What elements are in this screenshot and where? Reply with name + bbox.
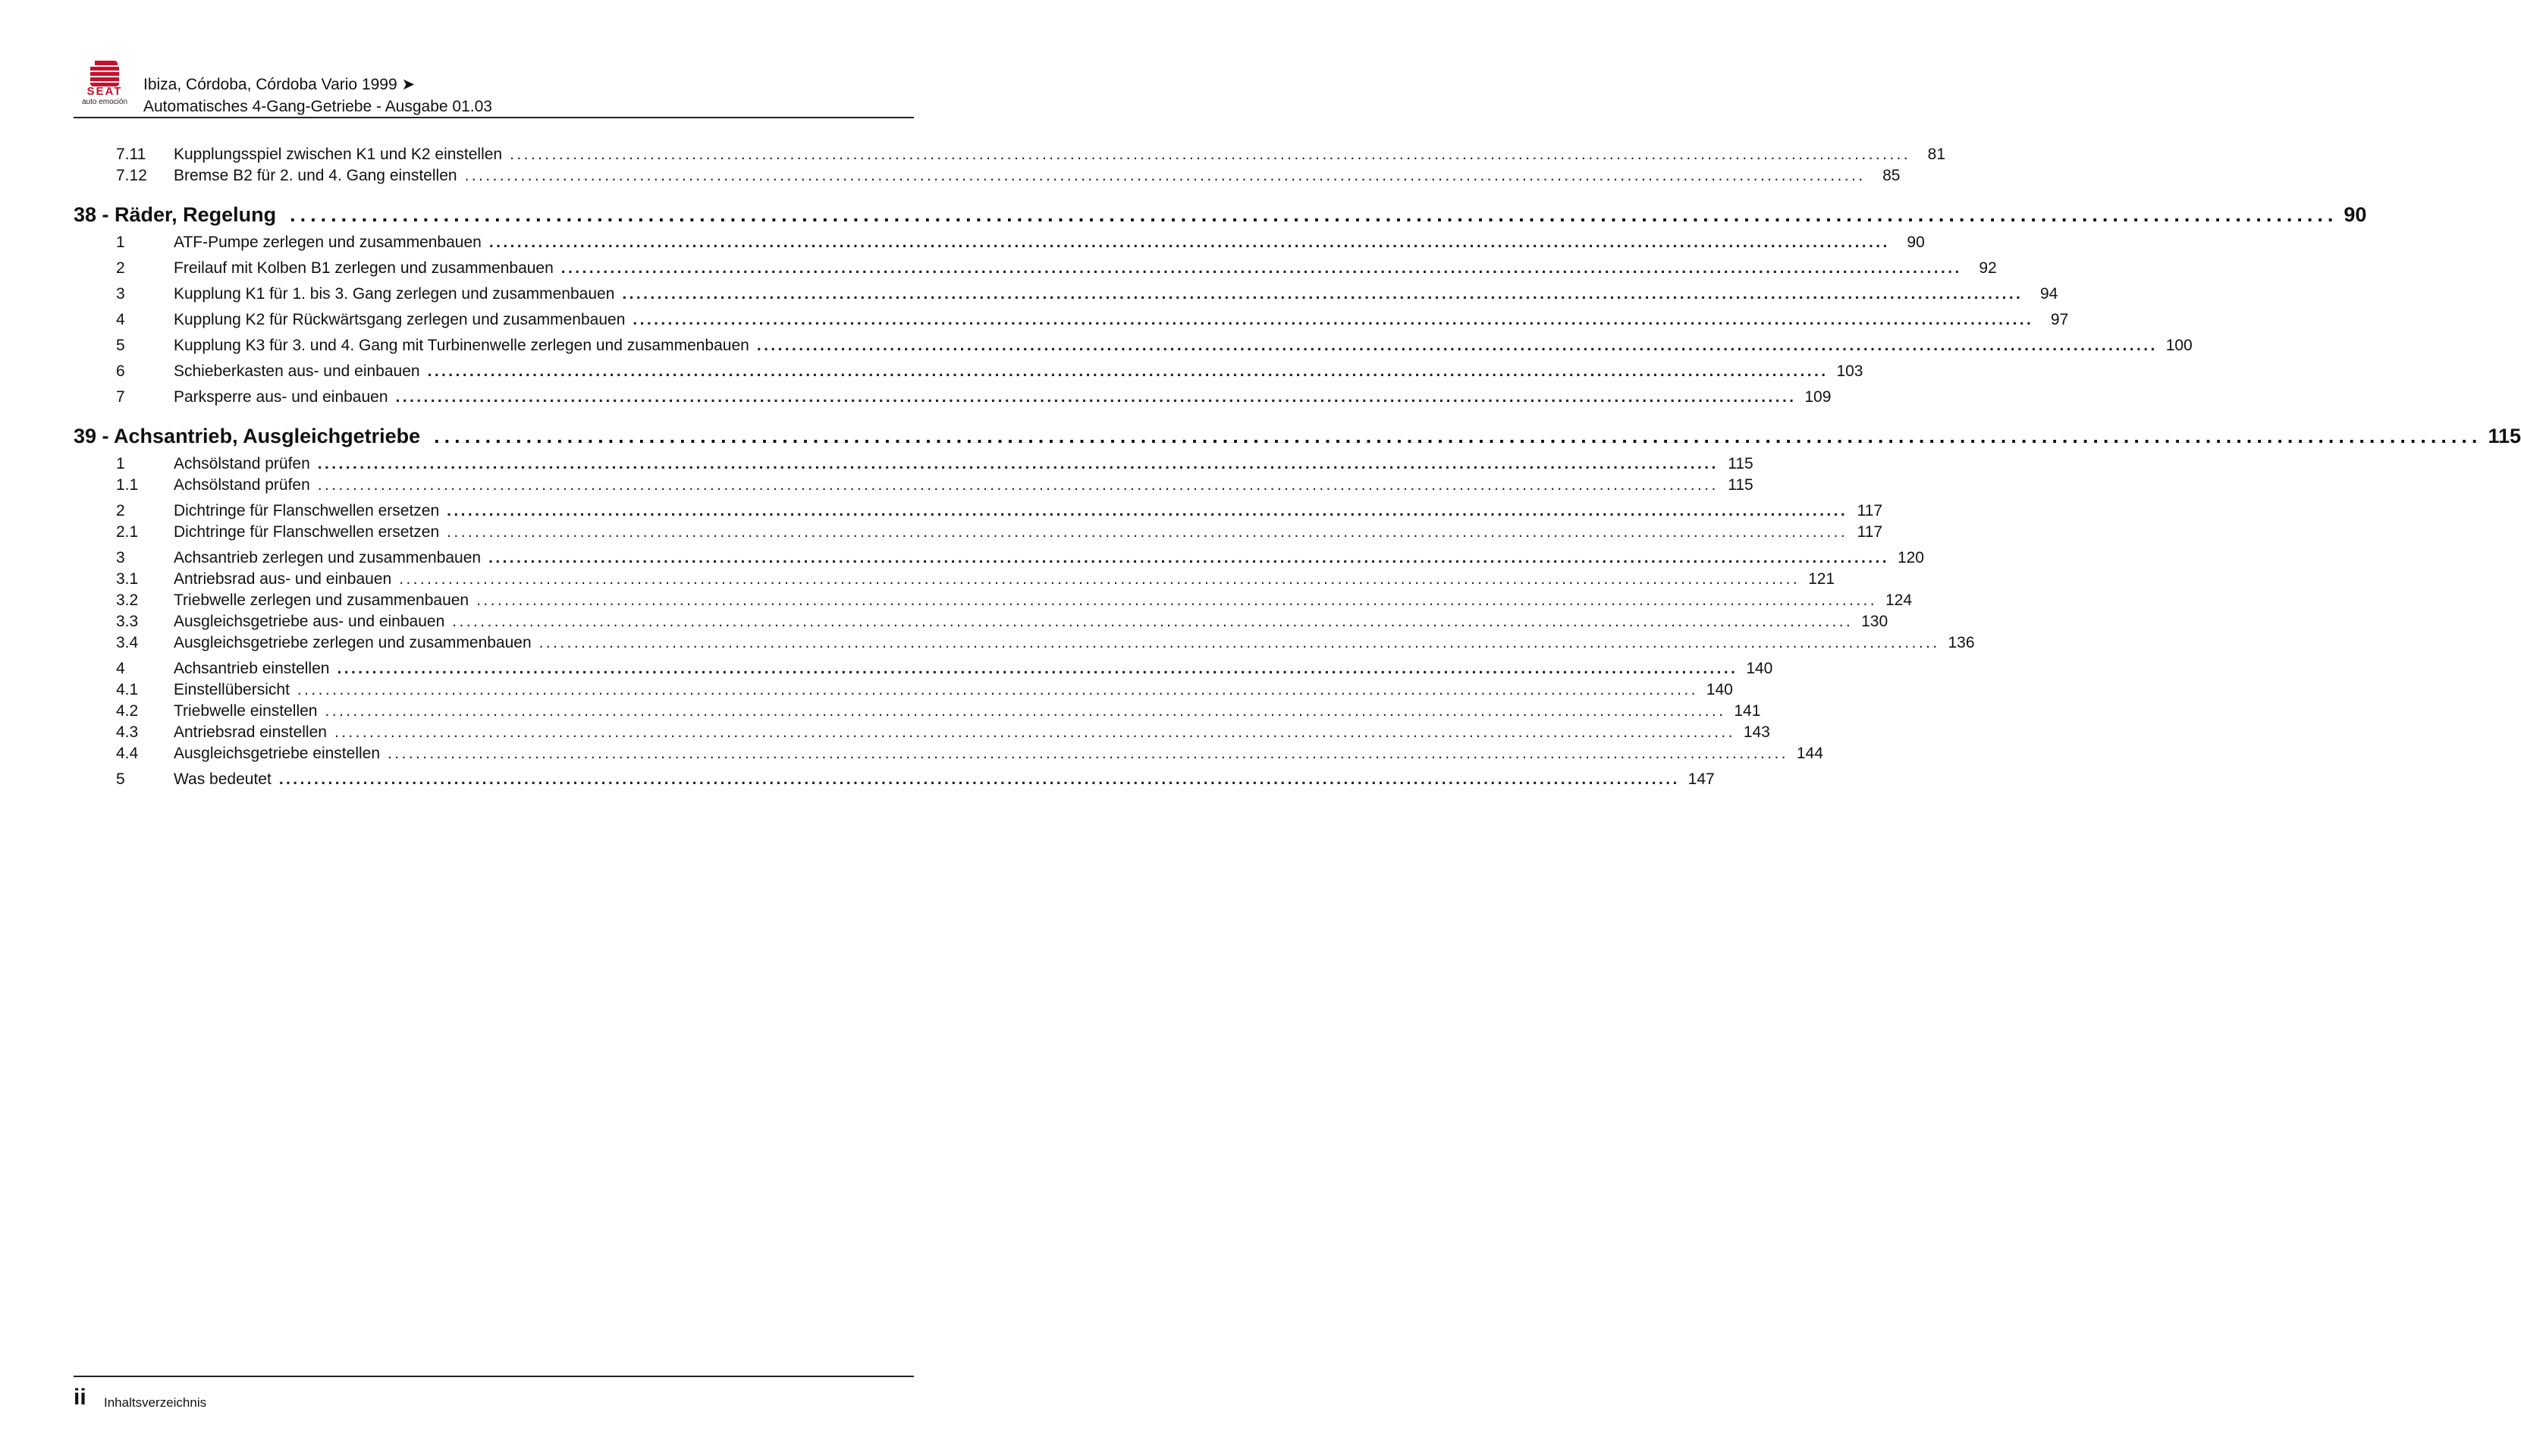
dot-leader: ........................................................................................................................................................................................................ [325, 702, 1726, 720]
toc-entry-number: 3.4 [116, 634, 139, 651]
toc-entry-title: Achsölstand prüfen [174, 476, 310, 494]
toc-entry-number: 4 [116, 311, 125, 328]
logo-tagline: auto emoción [81, 98, 128, 106]
toc-entry-title: Einstellübersicht [174, 681, 290, 698]
toc-entry-title: Dichtringe für Flanschwellen ersetzen [174, 523, 440, 541]
dot-leader: ........................................................................................................................................................................................................ [476, 592, 1878, 609]
dot-leader: ........................................................................................................................................................................................................ [434, 425, 2482, 447]
toc-subentry[interactable] [74, 590, 1913, 611]
toc-entry-number: 2.1 [116, 523, 139, 541]
toc-entry[interactable] [74, 258, 1997, 279]
toc-entry-page: 140 [1746, 660, 1773, 677]
toc-subentry[interactable] [74, 522, 1883, 543]
toc-entry-number: 2 [116, 259, 125, 277]
toc-entry-page: 130 [1861, 613, 1888, 630]
toc-entry-number: 4 [116, 660, 125, 677]
toc-subentry[interactable] [74, 611, 1888, 632]
toc-entry-page: 120 [1897, 549, 1924, 566]
dot-leader: ........................................................................................................................................................................................................ [317, 476, 1719, 494]
toc-entry[interactable] [74, 309, 2069, 331]
dot-leader: ........................................................................................................................................................................................................ [510, 146, 1911, 163]
toc-entry-number: 1.1 [116, 476, 139, 494]
toc-entry-number: 6 [116, 362, 125, 380]
toc-entry-number: 4.2 [116, 702, 139, 720]
toc-entry[interactable] [74, 335, 2193, 356]
toc-chapter-title: 38 - Räder, Regelung [74, 203, 277, 226]
toc-entry-title: Parksperre aus- und einbauen [174, 388, 388, 406]
toc-entry-title: Achsantrieb einstellen [174, 660, 330, 677]
dot-leader: ........................................................................................................................................................................................................ [633, 311, 2034, 328]
toc-entry[interactable] [74, 548, 1924, 569]
toc-entry[interactable] [74, 387, 1832, 408]
toc-entry-page: 100 [2165, 337, 2193, 354]
toc-entry-number: 4.4 [116, 745, 139, 762]
toc-entry-title: Freilauf mit Kolben B1 zerlegen und zusammenbauen [174, 259, 554, 277]
toc-chapter-page: 115 [2488, 425, 2521, 447]
toc-entry-title: Dichtringe für Flanschwellen ersetzen [174, 502, 440, 519]
dot-leader: ........................................................................................................................................................................................................ [395, 388, 1797, 406]
toc-entry-number: 5 [116, 770, 125, 788]
toc-entry-number: 3.3 [116, 613, 139, 630]
toc-subentry[interactable] [74, 475, 1753, 496]
dot-leader: ........................................................................................................................................................................................................ [447, 523, 1848, 541]
toc-entry[interactable] [74, 658, 1773, 679]
toc-entry-page: 121 [1808, 570, 1835, 588]
toc-subentry[interactable] [74, 165, 1901, 187]
toc-subentry[interactable] [74, 144, 1946, 165]
toc-entry-number: 2 [116, 502, 125, 519]
toc-entry-page: 117 [1857, 502, 1883, 519]
toc-subentry[interactable] [74, 722, 1770, 743]
toc-entry-number: 7 [116, 388, 125, 406]
toc-entry[interactable] [74, 284, 2058, 305]
toc-entry-number: 4.3 [116, 723, 139, 741]
dot-leader: ........................................................................................................................................................................................................ [334, 723, 1735, 741]
toc-subentry[interactable] [74, 569, 1835, 590]
toc-entry-title: Kupplung K2 für Rückwärtsgang zerlegen und zusammenbauen [174, 311, 626, 328]
toc-entry-page: 124 [1885, 592, 1913, 609]
toc-chapter[interactable] [74, 423, 2521, 449]
toc-entry[interactable] [74, 500, 1883, 522]
dot-leader: ........................................................................................................................................................................................................ [290, 203, 2338, 226]
toc-entry-title: Ausgleichsgetriebe aus- und einbauen [174, 613, 445, 630]
toc-entry-page: 85 [1882, 167, 1901, 184]
toc-entry-title: ATF-Pumpe zerlegen und zusammenbauen [174, 234, 482, 251]
toc-entry-number: 3.2 [116, 592, 139, 609]
logo-brand: SEAT [86, 85, 123, 98]
toc-entry-page: 143 [1743, 723, 1770, 741]
toc-entry-title: Achsölstand prüfen [174, 455, 310, 472]
dot-leader: ........................................................................................................................................................................................................ [560, 259, 1962, 277]
toc-subentry[interactable] [74, 679, 1733, 701]
dot-leader: ........................................................................................................................................................................................................ [488, 234, 1890, 251]
dot-leader: ........................................................................................................................................................................................................ [297, 681, 1698, 698]
toc-subentry[interactable] [74, 743, 1823, 764]
toc-entry-title: Achsantrieb zerlegen und zusammenbauen [174, 549, 482, 566]
toc-entry-title: Was bedeutet [174, 770, 272, 788]
dot-leader: ........................................................................................................................................................................................................ [447, 502, 1848, 519]
toc-chapter-title: 39 - Achsantrieb, Ausgleichgetriebe [74, 425, 421, 447]
toc-chapter-page: 90 [2344, 203, 2367, 226]
toc-entry-title: Kupplung K3 für 3. und 4. Gang mit Turbinenwelle zerlegen und zusammenbauen [174, 337, 749, 354]
toc-entry-page: 144 [1796, 745, 1823, 762]
dot-leader: ........................................................................................................................................................................................................ [388, 745, 1788, 762]
toc-entry-page: 97 [2050, 311, 2069, 328]
toc-entry-page: 103 [1836, 362, 1863, 380]
toc-entry-title: Ausgleichsgetriebe einstellen [174, 745, 381, 762]
dot-leader: ........................................................................................................................................................................................................ [622, 285, 2023, 303]
toc-entry-title: Triebwelle einstellen [174, 702, 318, 720]
toc-entry-title: Antriebsrad einstellen [174, 723, 327, 741]
toc-entry-page: 140 [1706, 681, 1733, 698]
toc-subentry[interactable] [74, 632, 1975, 654]
toc-entry-page: 117 [1857, 523, 1883, 541]
toc-entry-number: 1 [116, 234, 125, 251]
dot-leader: ........................................................................................................................................................................................................ [464, 167, 1866, 184]
toc-entry-number: 3 [116, 549, 125, 566]
toc-entry[interactable] [74, 232, 1925, 253]
header-subtitle: Automatisches 4-Gang-Getriebe - Ausgabe 01.03 [143, 98, 492, 115]
toc-entry-number: 4.1 [116, 681, 139, 698]
page-header [74, 59, 914, 118]
dot-leader: ........................................................................................................................................................................................................ [488, 549, 1889, 566]
toc-entry-page: 115 [1728, 455, 1753, 472]
toc-entry-page: 136 [1948, 634, 1975, 651]
toc-subentry[interactable] [74, 701, 1761, 722]
toc-entry-title: Bremse B2 für 2. und 4. Gang einstellen [174, 167, 457, 184]
toc-entry-title: Ausgleichsgetriebe zerlegen und zusammenbauen [174, 634, 532, 651]
dot-leader: ........................................................................................................................................................................................................ [538, 634, 1940, 651]
footer-page-number: ii [74, 1385, 86, 1410]
toc-entry-number: 1 [116, 455, 125, 472]
toc-entry-number: 7.12 [116, 167, 147, 184]
footer-section-title: Inhaltsverzeichnis [104, 1395, 207, 1410]
toc-entry-number: 7.11 [116, 146, 146, 163]
toc-entry-page: 92 [1979, 259, 1997, 277]
dot-leader: ........................................................................................................................................................................................................ [399, 570, 1800, 588]
toc-entry-page: 141 [1734, 702, 1761, 720]
dot-leader: ........................................................................................................................................................................................................ [756, 337, 2158, 354]
toc-entry-title: Triebwelle zerlegen und zusammenbauen [174, 592, 469, 609]
toc-entry-page: 147 [1687, 770, 1715, 788]
dot-leader: ........................................................................................................................................................................................................ [278, 770, 1680, 788]
toc-entry[interactable] [74, 453, 1753, 475]
header-title: Ibiza, Córdoba, Córdoba Vario 1999 ➤ [143, 76, 416, 93]
toc-entry-page: 94 [2039, 285, 2058, 303]
table-of-contents [74, 144, 2521, 790]
seat-logo [74, 59, 136, 115]
toc-entry-title: Kupplung K1 für 1. bis 3. Gang zerlegen und zusammenbauen [174, 285, 615, 303]
toc-entry-number: 3.1 [116, 570, 139, 588]
toc-entry-number: 5 [116, 337, 125, 354]
toc-entry-title: Schieberkasten aus- und einbauen [174, 362, 420, 380]
toc-entry-page: 90 [1907, 234, 1925, 251]
dot-leader: ........................................................................................................................................................................................................ [452, 613, 1854, 630]
toc-entry-title: Kupplungsspiel zwischen K1 und K2 einstellen [174, 146, 503, 163]
toc-entry-page: 81 [1927, 146, 1946, 163]
toc-entry[interactable] [74, 361, 1863, 382]
toc-entry-page: 115 [1728, 476, 1753, 494]
page-footer [74, 1376, 914, 1410]
toc-chapter[interactable] [74, 202, 2367, 228]
toc-entry-number: 3 [116, 285, 125, 303]
toc-entry-page: 109 [1804, 388, 1832, 406]
dot-leader: ........................................................................................................................................................................................................ [317, 455, 1719, 472]
toc-entry-title: Antriebsrad aus- und einbauen [174, 570, 392, 588]
toc-entry[interactable] [74, 769, 1715, 790]
dot-leader: ........................................................................................................................................................................................................ [427, 362, 1829, 380]
dot-leader: ........................................................................................................................................................................................................ [337, 660, 1738, 677]
